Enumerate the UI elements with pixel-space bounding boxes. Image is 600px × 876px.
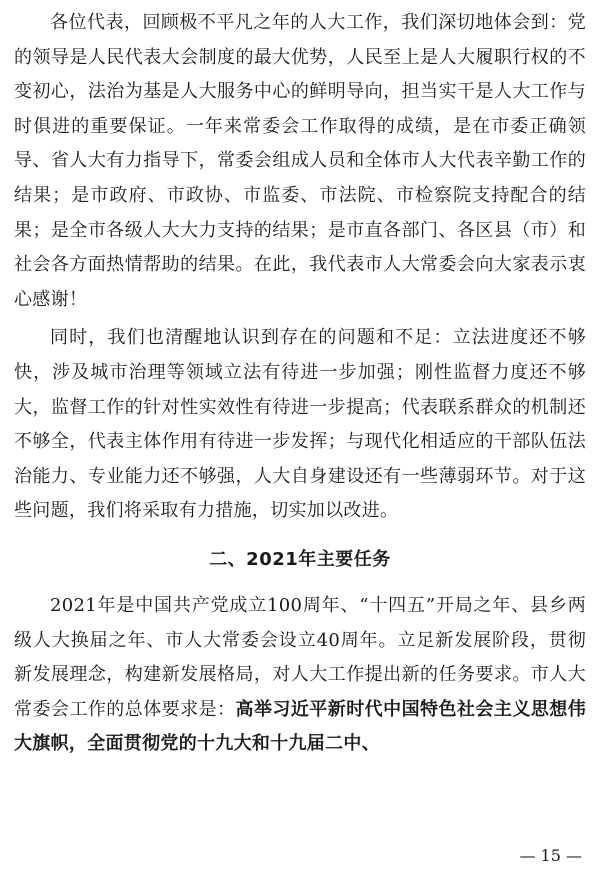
paragraph-tasks-text: 2021年是中国共产党成立100周年、“十四五”开局之年、县乡两级人大换届之年、市人大常委会设立40周年。立足新发展阶段，贯彻新发展理念，构建新发展格局，对人大工作提出新的任务要求。市人大常委会工作的总体要求是： xyxy=(14,594,586,720)
page-number: — 15 — xyxy=(519,846,582,865)
paragraph-shortcomings: 同时，我们也清醒地认识到存在的问题和不足：立法进度还不够快，涉及城市治理等领域立法有待进一步加强；刚性监督力度还不够大，监督工作的针对性实效性有待进一步提高；代表联系群众的机制还不够全，代表主体作用有待进一步发挥；与现代化相适应的干部队伍法治能力、专业能力还不够强，人大自身建设还有一些薄弱环节。对于这些问题，我们将采取有力措施，切实加以改进。 xyxy=(14,327,586,522)
paragraph-summary: 各位代表，回顾极不平凡之年的人大工作，我们深切地体会到：党的领导是人民代表大会制度的最大优势，人民至上是人大履职行权的不变初心，法治为基是人大服务中心的鲜明导向，担当实干是人大工作与时俱进的重要保证。一年来常委会工作取得的成绩，是在市委正确领导、省人大有力指导下，常委会组成人员和全体市人大代表辛勤工作的结果；是市政府、市政协、市监委、市法院、市检察院支持配合的结果；是全市各级人大大力支持的结果；是市直各部门、各区县（市）和社会各方面热情帮助的结果。在此，我代表市人大常委会向大家表示衷心感谢！ xyxy=(14,12,586,310)
paragraph-tasks xyxy=(14,589,586,762)
paragraph-tasks-emphasis: 高举习近平新时代中国特色社会主义思想伟大旗帜，全面贯彻党的十九大和十九届二中、 xyxy=(14,698,586,755)
section-heading: 二、2021年主要任务 xyxy=(209,548,391,570)
